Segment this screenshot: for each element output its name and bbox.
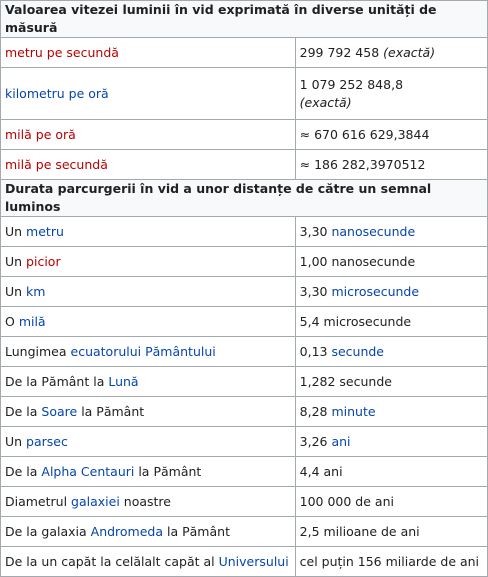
unit-link[interactable]: milă pe secundă	[5, 156, 108, 172]
time-text: 3,30	[299, 223, 332, 239]
table-row	[1, 120, 488, 150]
distance-link[interactable]: Lună	[108, 373, 139, 389]
time-cell	[295, 337, 487, 367]
distance-cell	[1, 457, 296, 487]
table-row	[1, 68, 488, 120]
time-cell: 5,4 microsecunde	[295, 307, 487, 337]
value-text: 1 079 252 848,8	[299, 76, 404, 92]
value-cell	[295, 38, 487, 68]
value-note: (exactă)	[383, 44, 436, 60]
distance-text: Lungimea	[5, 343, 71, 359]
unit-cell	[1, 120, 296, 150]
table-row	[1, 307, 488, 337]
time-cell	[295, 427, 487, 457]
distance-text: De la Pământ la	[5, 373, 109, 389]
unit-link[interactable]: metru pe secundă	[5, 44, 119, 60]
unit-cell	[1, 68, 296, 120]
unit-cell	[1, 38, 296, 68]
time-cell: 1,282 secunde	[295, 367, 487, 397]
distance-cell	[1, 487, 296, 517]
time-text: 8,28	[299, 403, 332, 419]
distance-text: De la	[5, 403, 42, 419]
distance-link[interactable]: Soare	[41, 403, 78, 419]
distance-cell	[1, 547, 296, 577]
value-cell: ≈ 186 282,3970512	[295, 150, 487, 180]
table-row	[1, 38, 488, 68]
time-cell: 2,5 milioane de ani	[295, 517, 487, 547]
time-text: 3,26	[299, 433, 332, 449]
distance-text: Diametrul	[5, 493, 72, 509]
distance-text: Un	[5, 223, 27, 239]
table-row	[1, 517, 488, 547]
time-unit-link[interactable]: secunde	[331, 343, 384, 359]
value-note: (exactă)	[299, 94, 352, 110]
time-cell	[295, 217, 487, 247]
table-row	[1, 457, 488, 487]
distance-link[interactable]: picior	[26, 253, 61, 269]
table-row	[1, 277, 488, 307]
time-cell: 4,4 ani	[295, 457, 487, 487]
distance-cell	[1, 337, 296, 367]
distance-cell	[1, 307, 296, 337]
distance-text: Un	[5, 433, 27, 449]
distance-link[interactable]: parsec	[26, 433, 68, 449]
time-cell: 100 000 de ani	[295, 487, 487, 517]
distance-text: O	[5, 313, 19, 329]
distance-link[interactable]: km	[26, 283, 46, 299]
table-row	[1, 217, 488, 247]
distance-cell	[1, 277, 296, 307]
time-unit-link[interactable]: minute	[331, 403, 376, 419]
distance-link[interactable]: Alpha Centauri	[41, 463, 135, 479]
section-header-distances: Durata parcurgerii în vid a unor distanțe de către un semnal luminos	[1, 180, 488, 217]
distance-link[interactable]: Andromeda	[90, 523, 164, 539]
distance-link[interactable]: ecuatorului Pământului	[70, 343, 216, 359]
time-text: 3,30	[299, 283, 332, 299]
distance-text: De la galaxia	[5, 523, 91, 539]
time-cell: 1,00 nanosecunde	[295, 247, 487, 277]
time-cell: cel puțin 156 miliarde de ani	[295, 547, 487, 577]
distance-text-suffix: la Pământ	[163, 523, 230, 539]
distance-link[interactable]: galaxiei	[71, 493, 120, 509]
table-row	[1, 397, 488, 427]
time-cell	[295, 397, 487, 427]
time-unit-link[interactable]: ani	[331, 433, 351, 449]
time-unit-link[interactable]: microsecunde	[331, 283, 420, 299]
table-row	[1, 337, 488, 367]
distance-link[interactable]: Universului	[218, 553, 289, 569]
distance-text-suffix: la Pământ	[77, 403, 145, 419]
value-cell	[295, 68, 487, 120]
table-row	[1, 487, 488, 517]
distance-text: Un	[5, 253, 27, 269]
table-row	[1, 367, 488, 397]
section-header-units: Valoarea vitezei luminii în vid exprimată în diverse unități de măsură	[1, 1, 488, 38]
distance-cell	[1, 367, 296, 397]
table-row	[1, 150, 488, 180]
distance-text-suffix: noastre	[119, 493, 171, 509]
distance-cell	[1, 397, 296, 427]
distance-cell	[1, 217, 296, 247]
distance-text: Un	[5, 283, 27, 299]
time-unit-link[interactable]: nanosecunde	[331, 223, 416, 239]
distance-cell	[1, 517, 296, 547]
value-text: 299 792 458	[299, 44, 380, 60]
value-cell: ≈ 670 616 629,3844	[295, 120, 487, 150]
distance-link[interactable]: metru	[26, 223, 64, 239]
table-row	[1, 547, 488, 577]
distance-cell	[1, 427, 296, 457]
distance-text: De la	[5, 463, 42, 479]
unit-link[interactable]: kilometru pe oră	[5, 85, 109, 101]
distance-text: De la un capăt la celălalt capăt al	[5, 553, 219, 569]
distance-link[interactable]: milă	[18, 313, 46, 329]
table-row	[1, 427, 488, 457]
unit-cell	[1, 150, 296, 180]
time-text: 0,13	[299, 343, 332, 359]
distance-cell	[1, 247, 296, 277]
unit-link[interactable]: milă pe oră	[5, 126, 76, 142]
time-cell	[295, 277, 487, 307]
distance-text-suffix: la Pământ	[134, 463, 202, 479]
table-row	[1, 247, 488, 277]
